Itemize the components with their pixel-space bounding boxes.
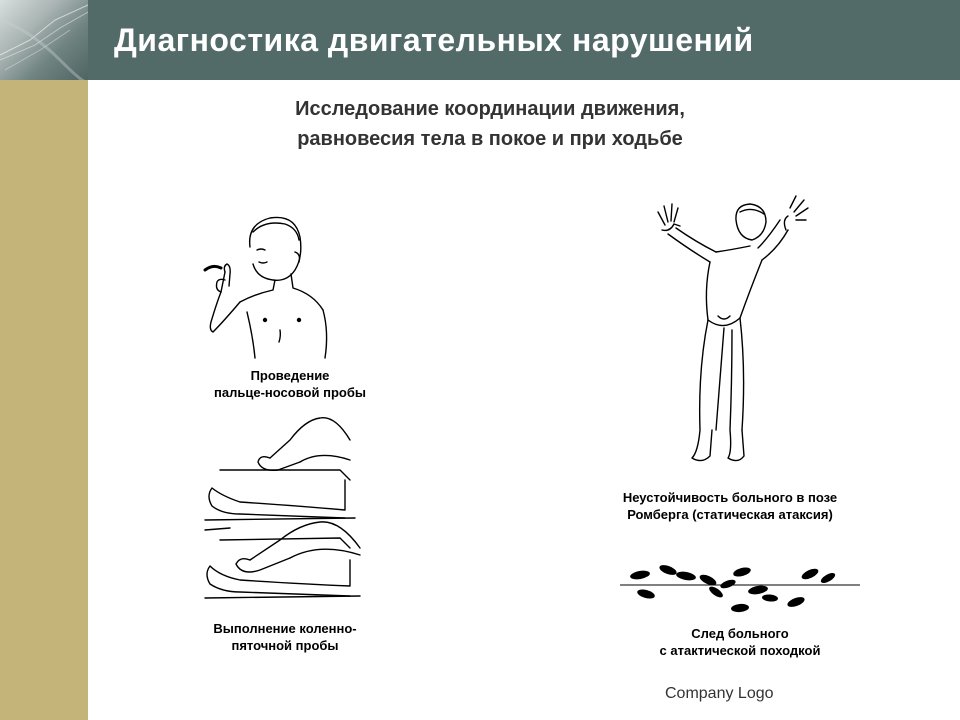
header-photo	[0, 0, 88, 80]
footprints-caption-line-2: с атактической походкой	[659, 643, 821, 658]
knee-heel-caption	[185, 620, 385, 654]
slide-title: Диагностика двигательных нарушений	[114, 22, 754, 58]
knee-heel-caption-line-2: пяточной пробы	[231, 638, 339, 653]
subtitle-line-2: равновесия тела в покое и при ходьбе	[297, 128, 683, 150]
footprints-caption-line-1: След больного	[691, 626, 789, 641]
footprints-caption	[610, 625, 870, 659]
romberg-caption	[580, 489, 880, 523]
company-logo: Company Logo	[665, 685, 774, 702]
romberg-stance-illustration	[640, 190, 820, 470]
finger-nose-caption	[190, 367, 390, 401]
romberg-caption-line-2: Ромберга (статическая атаксия)	[627, 507, 833, 522]
romberg-caption-line-1: Неустойчивость больного в позе	[622, 490, 838, 505]
finger-nose-caption-line-2: пальце-носовой пробы	[214, 385, 366, 400]
left-accent-band	[0, 80, 88, 720]
ataxic-gait-footprints-illustration	[620, 548, 860, 618]
finger-nose-caption-line-1: Проведение	[250, 368, 330, 383]
knee-heel-caption-line-1: Выполнение коленно-	[213, 621, 357, 636]
finger-nose-test-illustration	[195, 212, 340, 360]
subtitle-line-1: Исследование координации движения,	[295, 98, 685, 120]
slide-subtitle	[200, 94, 780, 154]
knee-heel-test-illustration	[200, 410, 375, 610]
header-bar	[0, 0, 960, 80]
